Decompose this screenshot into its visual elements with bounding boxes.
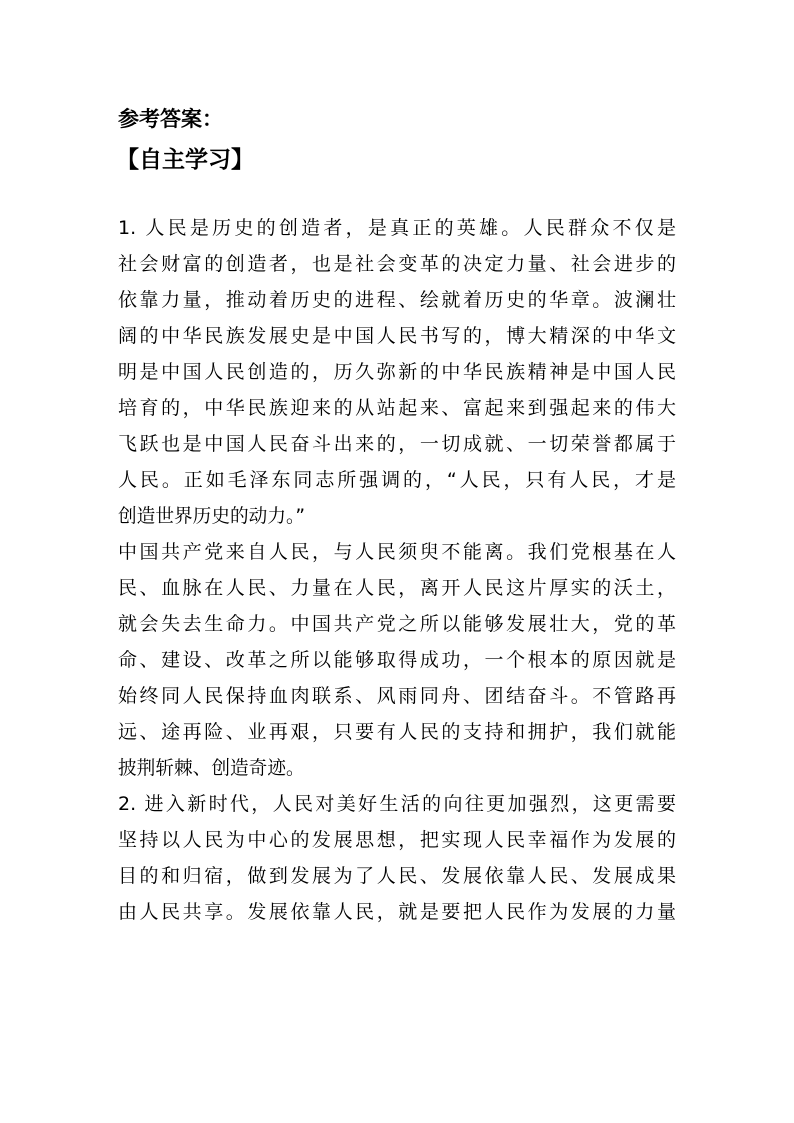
text-line: 中国共产党来自人民，与人民须臾不能离。我们党根基在人 [118, 541, 676, 563]
text-line: 目的和归宿，做到发展为了人民、发展依靠人民、发展成果 [118, 865, 676, 887]
text-line: 明是中国人民创造的，历久弥新的中华民族精神是中国人民 [118, 361, 676, 383]
text-line: 人民。正如毛泽东同志所强调的，“人民，只有人民，才是 [118, 469, 676, 491]
text-line: 飞跃也是中国人民奋斗出来的，一切成就、一切荣誉都属于 [118, 433, 676, 455]
text-line: 就会失去生命力。中国共产党之所以能够发展壮大，党的革 [118, 613, 676, 635]
text-line: 依靠力量，推动着历史的进程、绘就着历史的华章。波澜壮 [118, 289, 676, 311]
text-line: 培育的，中华民族迎来的从站起来、富起来到强起来的伟大 [118, 397, 676, 419]
text-line: 由人民共享。发展依靠人民，就是要把人民作为发展的力量 [118, 901, 676, 923]
text-line: 1. 人民是历史的创造者，是真正的英雄。人民群众不仅是 [118, 217, 676, 239]
text-line: 远、途再险、业再艰，只要有人民的支持和拥护，我们就能 [118, 721, 676, 743]
text-line: 披荆斩棘、创造奇迹。 [118, 757, 305, 779]
section-title: 【自主学习】 [116, 147, 254, 173]
answer-heading: 参考答案： [118, 107, 223, 131]
text-line: 社会财富的创造者，也是社会变革的决定力量、社会进步的 [118, 253, 676, 275]
answer-body [118, 210, 688, 930]
text-line: 创造世界历史的动力。” [118, 505, 306, 527]
text-line: 2. 进入新时代，人民对美好生活的向往更加强烈，这更需要 [118, 793, 676, 815]
text-line: 阔的中华民族发展史是中国人民书写的，博大精深的中华文 [118, 325, 676, 347]
text-line: 坚持以人民为中心的发展思想，把实现人民幸福作为发展的 [118, 829, 676, 851]
text-line: 民、血脉在人民、力量在人民，离开人民这片厚实的沃土， [118, 577, 676, 599]
text-line: 命、建设、改革之所以能够取得成功，一个根本的原因就是 [118, 649, 676, 671]
text-line: 始终同人民保持血肉联系、风雨同舟、团结奋斗。不管路再 [118, 685, 676, 707]
